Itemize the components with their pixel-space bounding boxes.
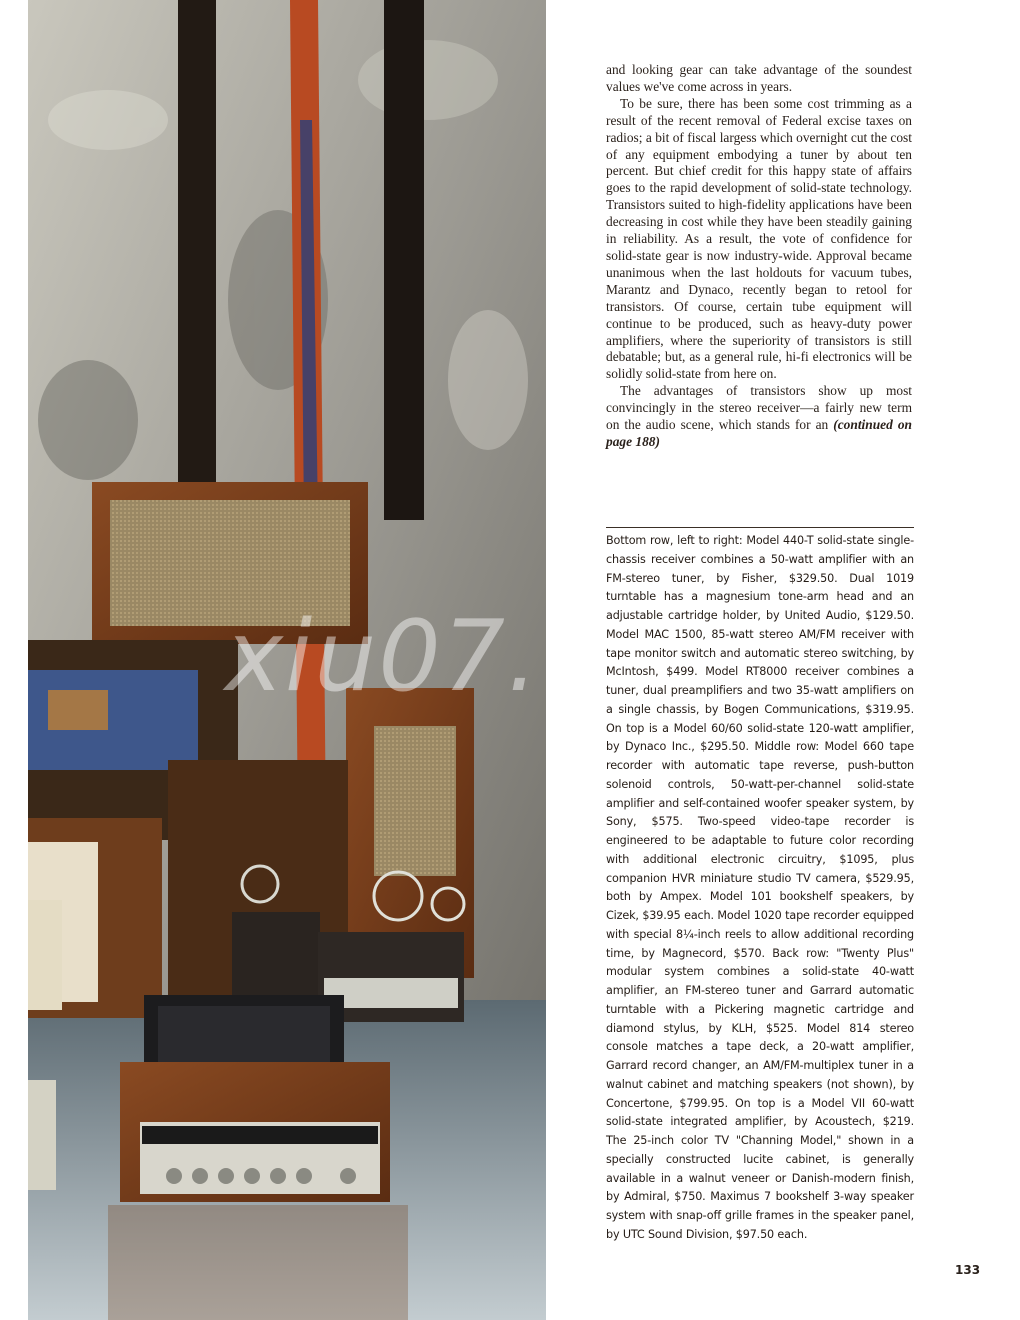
floor-reflection xyxy=(108,1205,408,1320)
photo-illustration xyxy=(28,0,546,1320)
caption-divider xyxy=(606,527,914,528)
cizek-speaker xyxy=(28,900,62,1010)
article-paragraph-2: To be sure, there has been some cost trimming as a result of the recent removal of Federal excise taxes on radios; a bit of fiscal largess which overnight cut the cost of any equipment embodying a tuner by about ten percent. But chief credit for this happy state of affairs goes to the rapid development of solid-state technology. Transistors suited to high-fidelity applications have been decreasing in cost while they have been steadily gaining in reliability. As a result, the vote of confidence for solid-state gear is now industry-wide. Approval became unanimous when the last holdouts for vacuum tubes, Marantz and Dynaco, recently began to retool for transistors. Of course, certain tube equipment will continue to be produced, such as heavy-duty power amplifiers, where the superiority of transistors is still debatable; but, as a general rule, hi-fi electronics will be solidly solid-state from here on. xyxy=(606,95,912,382)
photo-caption: Bottom row, left to right: Model 440-T solid-state single-chassis receiver combines a 50-watt amplifier with an FM-stereo tuner, by Fisher, $329.50. Dual 1019 turntable has a magnesium tone-arm head and an adjustable cartridge holder, by United Audio, $129.50. Model MAC 1500, 85-watt stereo AM/FM receiver with tape monitor switch and automatic stereo switching, by McIntosh, $499. Model RT8000 receiver combines a tuner, dual preamplifiers and two 35-watt amplifiers on a single chassis, by Bogen Communications, $319.95. On top is a Model 60/60 solid-state 120-watt amplifier, by Dynaco Inc., $295.50. Middle row: Model 660 tape recorder with automatic tape reverse, push-button solenoid controls, 50-watt-per-channel solid-state amplifier and self-contained woofer speaker system, by Sony, $575. Two-speed video-tape recorder is engineered to be adaptable to future color recording with additional electronic circuitry, $1095, plus companion HVR miniature studio TV camera, $529.95, both by Ampex. Model 101 bookshelf speakers, by Cizek, $39.95 each. Model 1020 tape recorder equipped with special 8¼-inch reels to allow additional recording time, by Magnecord, $570. Back row: "Twenty Plus" modular system combines a solid-state 40-watt amplifier, an FM-stereo tuner and Garrard automatic turntable with a Pickering magnetic cartridge and diamond stylus, by KLH, $525. Model 814 stereo console matches a tape deck, a 20-watt amplifier, Garrard record changer, an AM/FM-multiplex tuner in a walnut cabinet and matching speakers (not shown), by Concertone, $799.95. On top is a Model VII 60-watt solid-state integrated amplifier, by Acoustech, $219. The 25-inch color TV "Channing Model," shown in a specially constructed lucite cabinet, is generally available in a walnut veneer or Danish-modern finish, by Admiral, $750. Maximus 7 bookshelf 3-way speaker system with snap-off grille frames in the speaker panel, by UTC Sound Division, $97.50 each. xyxy=(606,534,914,1241)
article-body xyxy=(606,62,912,451)
dark-beam-right xyxy=(384,0,424,520)
mcintosh-receiver xyxy=(28,1080,56,1190)
hifi-equipment-photo xyxy=(28,0,546,1320)
tape-recorder-left xyxy=(232,912,320,1008)
watermark-text: xiu07. xyxy=(225,600,541,714)
article-paragraph-1: and looking gear can take advantage of the soundest values we've come across in years. xyxy=(606,62,912,94)
article-paragraph-3 xyxy=(606,383,912,451)
continued-on-link[interactable]: (continued on page 188) xyxy=(606,417,912,449)
page-number: 133 xyxy=(955,1263,981,1277)
article-paragraph-3-text: The advantages of transistors show up most convincingly in the stereo receiver—a fairly new term on the audio scene, which stands for an xyxy=(606,383,912,433)
